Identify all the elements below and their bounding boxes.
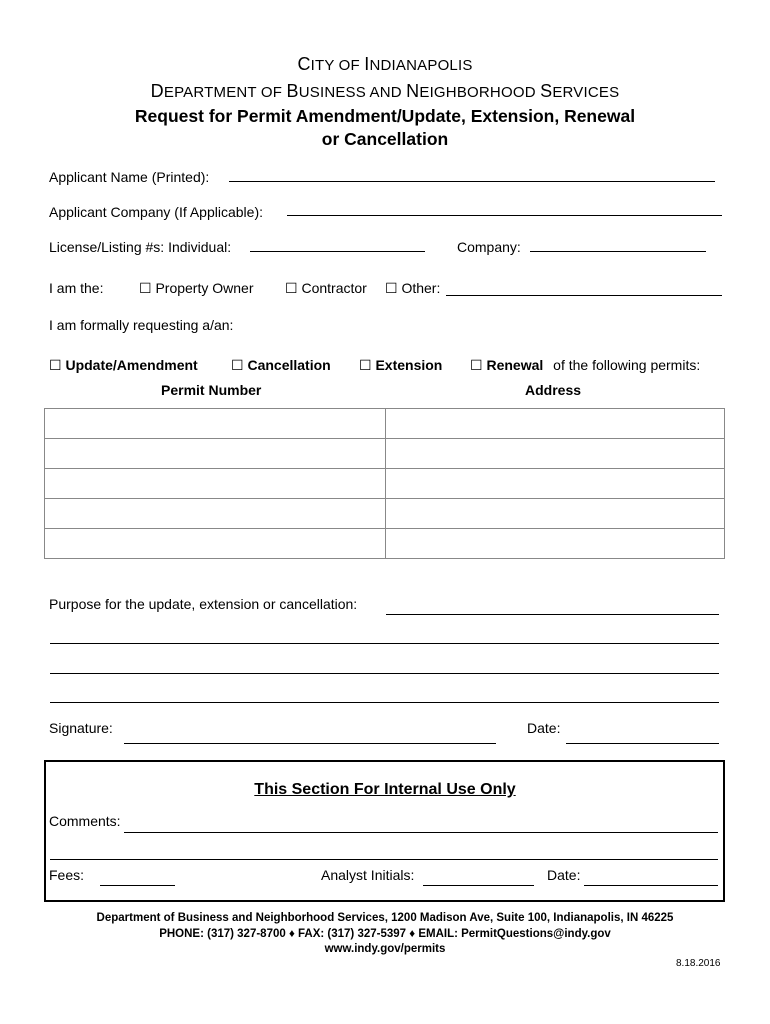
address-cell[interactable] <box>386 439 725 469</box>
license-individual-field[interactable] <box>250 251 425 252</box>
form-title: Request for Permit Amendment/Update, Extension, Renewal <box>134 106 636 126</box>
analyst-initials-label: Analyst Initials: <box>321 867 415 883</box>
comments-field[interactable] <box>124 832 718 833</box>
form-version: 8.18.2016 <box>676 958 721 969</box>
purpose-field-line[interactable] <box>50 643 719 644</box>
address-cell[interactable] <box>386 529 725 559</box>
license-company-field[interactable] <box>530 251 706 252</box>
permit-number-cell[interactable] <box>45 439 386 469</box>
purpose-field-line[interactable] <box>50 673 719 674</box>
checkbox-icon[interactable]: ☐ <box>231 357 244 373</box>
city-title: CITY OF INDIANAPOLIS <box>297 54 473 74</box>
property-owner-option[interactable]: ☐ Property Owner <box>139 280 254 296</box>
checkbox-icon[interactable]: ☐ <box>385 280 398 296</box>
department-title: DEPARTMENT OF BUSINESS AND NEIGHBORHOOD SERVICES <box>150 81 620 101</box>
checkbox-icon[interactable]: ☐ <box>359 357 372 373</box>
i-am-the-label: I am the: <box>49 280 104 296</box>
applicant-company-field[interactable] <box>287 215 722 216</box>
address-cell[interactable] <box>386 499 725 529</box>
internal-date-field[interactable] <box>584 885 718 886</box>
other-option[interactable]: ☐ Other: <box>385 280 441 296</box>
renewal-option[interactable]: ☐ Renewal of the following permits: <box>470 357 701 373</box>
comments-field-line[interactable] <box>50 859 718 860</box>
permit-number-cell[interactable] <box>45 499 386 529</box>
footer-contact: PHONE: (317) 327-8700 ♦ FAX: (317) 327-5397 ♦ EMAIL: PermitQuestions@indy.gov <box>159 928 611 940</box>
signature-field[interactable] <box>124 743 496 744</box>
permit-number-cell[interactable] <box>45 409 386 439</box>
date-field[interactable] <box>566 743 719 744</box>
table-row <box>45 409 725 439</box>
fees-label: Fees: <box>49 867 85 883</box>
permit-number-cell[interactable] <box>45 469 386 499</box>
analyst-initials-field[interactable] <box>423 885 534 886</box>
purpose-label: Purpose for the update, extension or cancellation: <box>49 596 358 612</box>
contractor-option[interactable]: ☐ Contractor <box>285 280 367 296</box>
date-label: Date: <box>527 720 561 736</box>
requesting-label: I am formally requesting a/an: <box>49 317 234 333</box>
permit-number-cell[interactable] <box>45 529 386 559</box>
checkbox-icon[interactable]: ☐ <box>470 357 483 373</box>
license-company-label: Company: <box>457 239 521 255</box>
footer-address: Department of Business and Neighborhood Services, 1200 Madison Ave, Suite 100, Indianapolis, IN 46225 <box>96 912 674 924</box>
other-field[interactable] <box>446 295 722 296</box>
permit-number-header: Permit Number <box>161 382 262 398</box>
signature-label: Signature: <box>49 720 113 736</box>
checkbox-icon[interactable]: ☐ <box>139 280 152 296</box>
address-cell[interactable] <box>386 469 725 499</box>
table-row <box>45 469 725 499</box>
address-cell[interactable] <box>386 409 725 439</box>
checkbox-icon[interactable]: ☐ <box>49 357 62 373</box>
cancellation-option[interactable]: ☐ Cancellation <box>231 357 331 373</box>
fees-field[interactable] <box>100 885 175 886</box>
address-header: Address <box>525 382 582 398</box>
table-row <box>45 529 725 559</box>
applicant-company-label: Applicant Company (If Applicable): <box>49 204 263 220</box>
permits-table <box>44 408 725 559</box>
applicant-name-field[interactable] <box>229 181 715 182</box>
form-title-continued: or Cancellation <box>321 129 449 149</box>
footer-website: www.indy.gov/permits <box>324 943 446 955</box>
purpose-field[interactable] <box>386 614 719 615</box>
table-row <box>45 439 725 469</box>
table-row <box>45 499 725 529</box>
renewal-suffix: of the following permits: <box>553 357 701 373</box>
comments-label: Comments: <box>49 813 121 829</box>
internal-date-label: Date: <box>547 867 581 883</box>
applicant-name-label: Applicant Name (Printed): <box>49 169 210 185</box>
update-amendment-option[interactable]: ☐ Update/Amendment <box>49 357 198 373</box>
purpose-field-line[interactable] <box>50 702 719 703</box>
license-individual-label: License/Listing #s: Individual: <box>49 239 232 255</box>
internal-use-title: This Section For Internal Use Only <box>254 781 516 798</box>
extension-option[interactable]: ☐ Extension <box>359 357 443 373</box>
checkbox-icon[interactable]: ☐ <box>285 280 298 296</box>
